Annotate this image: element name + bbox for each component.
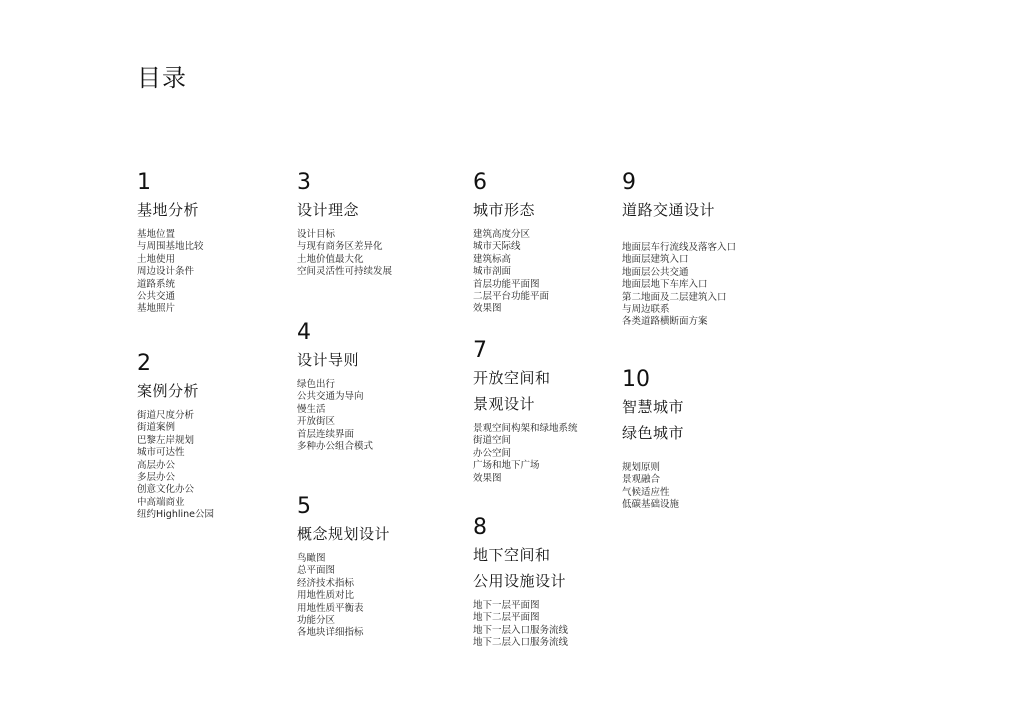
list-item: 各类道路横断面方案 <box>622 316 708 328</box>
list-item: 地下二层平面图 <box>473 612 540 624</box>
toc-section-5[interactable] <box>297 495 390 640</box>
list-item: 气候适应性 <box>622 486 670 498</box>
list-item: 地下二层入口服务流线 <box>473 637 569 649</box>
section-heading: 城市形态 <box>473 201 536 219</box>
list-item: 与周围基地比较 <box>137 241 204 253</box>
list-item: 用地性质对比 <box>297 590 355 602</box>
list-item: 土地使用 <box>137 253 176 265</box>
section-heading: 设计导则 <box>297 351 360 369</box>
list-item: 地面层建筑入口 <box>622 254 689 266</box>
list-item: 景观空间构架和绿地系统 <box>473 423 578 434</box>
list-item: 广场和地下广场 <box>473 460 540 472</box>
list-item: 鸟瞰图 <box>297 553 326 564</box>
list-item: 地面层公共交通 <box>622 266 689 278</box>
list-item: 经济技术指标 <box>297 577 355 589</box>
section-heading: 地下空间和 <box>473 546 551 564</box>
toc-section-1[interactable] <box>137 171 204 316</box>
list-item: 办公空间 <box>473 447 512 459</box>
list-item: 与周边联系 <box>622 304 670 316</box>
toc-section-3[interactable] <box>297 171 392 279</box>
list-item: 城市天际线 <box>473 241 521 253</box>
list-item: 多种办公组合模式 <box>297 441 374 453</box>
section-heading: 景观设计 <box>473 395 536 413</box>
list-item: 地下一层入口服务流线 <box>473 624 569 636</box>
list-item: 公共交通为导向 <box>297 391 364 403</box>
list-item: 首层连续界面 <box>297 428 355 440</box>
list-item: 建筑高度分区 <box>473 229 531 240</box>
section-number: 10 <box>622 367 650 392</box>
section-number: 5 <box>297 494 311 519</box>
list-item: 城市可达性 <box>137 447 185 459</box>
section-heading: 设计理念 <box>297 201 360 219</box>
list-item: 创意文化办公 <box>137 484 195 496</box>
list-item: 各地块详细指标 <box>297 627 364 639</box>
toc-section-10[interactable] <box>622 368 684 512</box>
list-item: 街道案例 <box>137 422 176 434</box>
list-item: 城市剖面 <box>473 266 512 278</box>
section-heading: 公用设施设计 <box>473 572 567 590</box>
section-heading: 案例分析 <box>137 382 200 400</box>
list-item: 用地性质平衡表 <box>297 602 364 614</box>
section-heading: 绿色城市 <box>622 424 685 442</box>
list-item: 首层功能平面图 <box>473 278 540 290</box>
list-item: 土地价值最大化 <box>297 253 364 265</box>
list-item: 道路系统 <box>137 278 176 290</box>
toc-section-8[interactable] <box>473 516 568 650</box>
list-item: 地面层车行流线及落客入口 <box>622 242 737 253</box>
list-item: 效果图 <box>473 303 502 315</box>
section-number: 3 <box>297 170 311 195</box>
list-item: 中高端商业 <box>137 496 185 508</box>
list-item: 街道尺度分析 <box>137 410 195 421</box>
section-heading: 道路交通设计 <box>622 201 716 219</box>
list-item: 公共交通 <box>137 291 176 303</box>
list-item: 高层办公 <box>137 459 176 471</box>
toc-section-6[interactable] <box>473 171 549 316</box>
section-heading: 开放空间和 <box>473 369 551 387</box>
list-item: 规划原则 <box>622 462 661 473</box>
list-item: 基地位置 <box>137 229 176 240</box>
list-item: 效果图 <box>473 472 502 484</box>
list-item: 低碳基础设施 <box>622 499 680 511</box>
section-number: 2 <box>137 351 151 376</box>
list-item: 总平面图 <box>297 565 336 577</box>
list-item: 慢生活 <box>297 403 326 415</box>
list-item: 地下一层平面图 <box>473 600 540 611</box>
toc-section-2[interactable] <box>137 352 214 522</box>
list-item: 绿色出行 <box>297 379 336 390</box>
list-item: 设计目标 <box>297 229 336 240</box>
list-item: 基地照片 <box>137 303 176 315</box>
list-item: 建筑标高 <box>473 253 512 265</box>
section-heading: 概念规划设计 <box>297 525 391 543</box>
section-number: 1 <box>137 170 151 195</box>
section-number: 7 <box>473 338 487 363</box>
list-item: 地面层地下车库入口 <box>622 279 708 291</box>
list-item: 巴黎左岸规划 <box>137 434 195 446</box>
list-item: 开放街区 <box>297 416 336 428</box>
toc-section-4[interactable] <box>297 321 373 453</box>
section-number: 6 <box>473 170 487 195</box>
section-number: 8 <box>473 515 487 540</box>
list-item: 多层办公 <box>137 472 176 484</box>
section-heading: 基地分析 <box>137 201 200 219</box>
page-title: 目录 <box>137 64 187 92</box>
list-item: 与现有商务区差异化 <box>297 241 383 253</box>
list-item: 周边设计条件 <box>137 266 195 278</box>
list-item: 纽约Highline公园 <box>137 509 214 521</box>
section-number: 4 <box>297 320 311 345</box>
section-number: 9 <box>622 170 636 195</box>
list-item: 二层平台功能平面 <box>473 291 550 303</box>
list-item: 景观融合 <box>622 474 661 486</box>
list-item: 空间灵活性可持续发展 <box>297 266 393 278</box>
toc-section-9[interactable] <box>622 171 736 329</box>
list-item: 功能分区 <box>297 615 336 627</box>
list-item: 街道空间 <box>473 435 512 447</box>
toc-section-7[interactable] <box>473 339 578 485</box>
list-item: 第二地面及二层建筑入口 <box>622 291 727 303</box>
section-heading: 智慧城市 <box>622 398 685 416</box>
